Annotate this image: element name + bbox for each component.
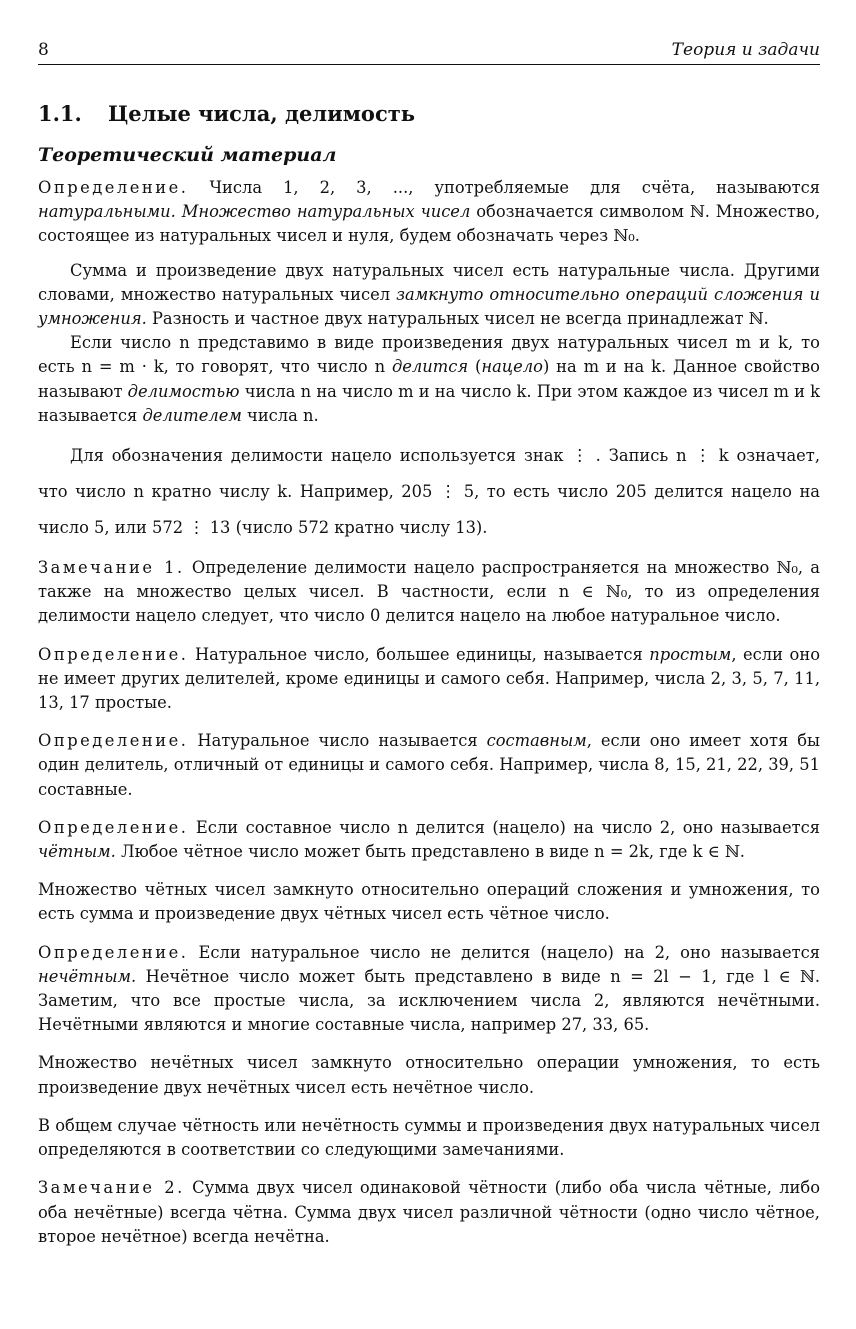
paragraph-closure: Сумма и произведение двух натуральных чисел есть натуральные числа. Другими словами, множество натуральных чисел замкнуто относительно операций сложения и умножения. Разность и частное двух натуральных чисел не всегда принадлежат ℕ. xyxy=(38,260,820,329)
definition-even: Определение. Если составное число n делится (нацело) на число 2, оно называется чётным. Любое чётное число может быть представлено в виде n = 2k, где k ∈ ℕ. xyxy=(38,817,820,862)
remark-1: Замечание 1. Определение делимости нацело распространяется на множество ℕ₀, а также на множество целых чисел. В частности, если n ∈ ℕ₀, то из определения делимости нацело следует, что число 0 делится нацело на любое натуральное число. xyxy=(38,558,820,626)
section-title: Целые числа, делимость xyxy=(108,101,415,126)
paragraph-even-closure: Множество чётных чисел замкнуто относительно операций сложения и умножения, то есть сумма и произведение двух чётных чисел есть чётное число. xyxy=(38,880,820,924)
label: Определение. xyxy=(38,178,189,197)
label: Замечание 1. xyxy=(38,558,185,578)
paragraph-divisibility-sign: Для обозначения делимости нацело используется знак ⋮ . Запись n ⋮ k означает, что число n кратно числу k. Например, 205 ⋮ 5, то есть число 205 делится нацело на число 5, или 572 ⋮ 13 (число 572 кратно числу 13). xyxy=(38,446,820,538)
page xyxy=(38,40,820,1249)
paragraph-odd-closure: Множество нечётных чисел замкнуто относительно операции умножения, то есть произведение двух нечётных чисел есть нечётное число. xyxy=(38,1053,820,1097)
label: Замечание 2. xyxy=(38,1178,185,1198)
label: Определение. xyxy=(38,644,189,664)
definition-prime: Определение. Натуральное число, большее единицы, называется простым, если оно не имеет других делителей, кроме единицы и самого себя. Например, числа 2, 3, 5, 7, 11, 13, 17 простые. xyxy=(38,644,821,713)
section-heading xyxy=(38,101,820,126)
label: Определение. xyxy=(38,942,189,962)
paragraph-divisibility: Если число n представимо в виде произведения двух натуральных чисел m и k, то есть n = m · k, то говорят, что число n делится (нацело) на m и на k. Данное свойство называют делимостью числа n на число m и на число k. При этом каждое из чисел m и k называется делителем числа n. xyxy=(38,333,820,425)
definition-odd: Определение. Если натуральное число не делится (нацело) на 2, оно называется нечётным. Нечётное число может быть представлено в виде n = 2l − 1, где l ∈ ℕ. Заметим, что все простые числа, за исключением числа 2, являются нечётными. Нечётными являются и многие составные числа, например 27, 33, 65. xyxy=(38,942,820,1035)
running-title: Теория и задачи xyxy=(671,40,820,60)
page-number: 8 xyxy=(38,40,49,60)
running-header xyxy=(38,40,820,65)
section-number: 1.1. xyxy=(38,101,82,126)
label: Определение. xyxy=(38,731,189,751)
label: Определение. xyxy=(38,817,189,837)
paragraph-parity-general: В общем случае чётность или нечётность суммы и произведения двух натуральных чисел определяются в соответствии со следующими замечаниями. xyxy=(38,1115,820,1160)
subsection-heading: Теоретический материал xyxy=(38,144,337,166)
remark-2: Замечание 2. Сумма двух чисел одинаковой чётности (либо оба числа чётные, либо оба нечётные) всегда чётна. Сумма двух чисел различной чётности (одно число чётное, второе нечётное) всегда нечётна. xyxy=(38,1178,820,1246)
definition-composite: Определение. Натуральное число называется составным, если оно имеет хотя бы один делитель, отличный от единицы и самого себя. Например, числа 8, 15, 21, 22, 39, 51 составные. xyxy=(38,731,820,799)
definition-natural-numbers: Определение. Числа 1, 2, 3, ..., употребляемые для счёта, называются натуральными. Множество натуральных чисел обозначается символом ℕ. Множество, состоящее из натуральных чисел и нуля, будем обозначать через ℕ₀. xyxy=(38,178,820,246)
